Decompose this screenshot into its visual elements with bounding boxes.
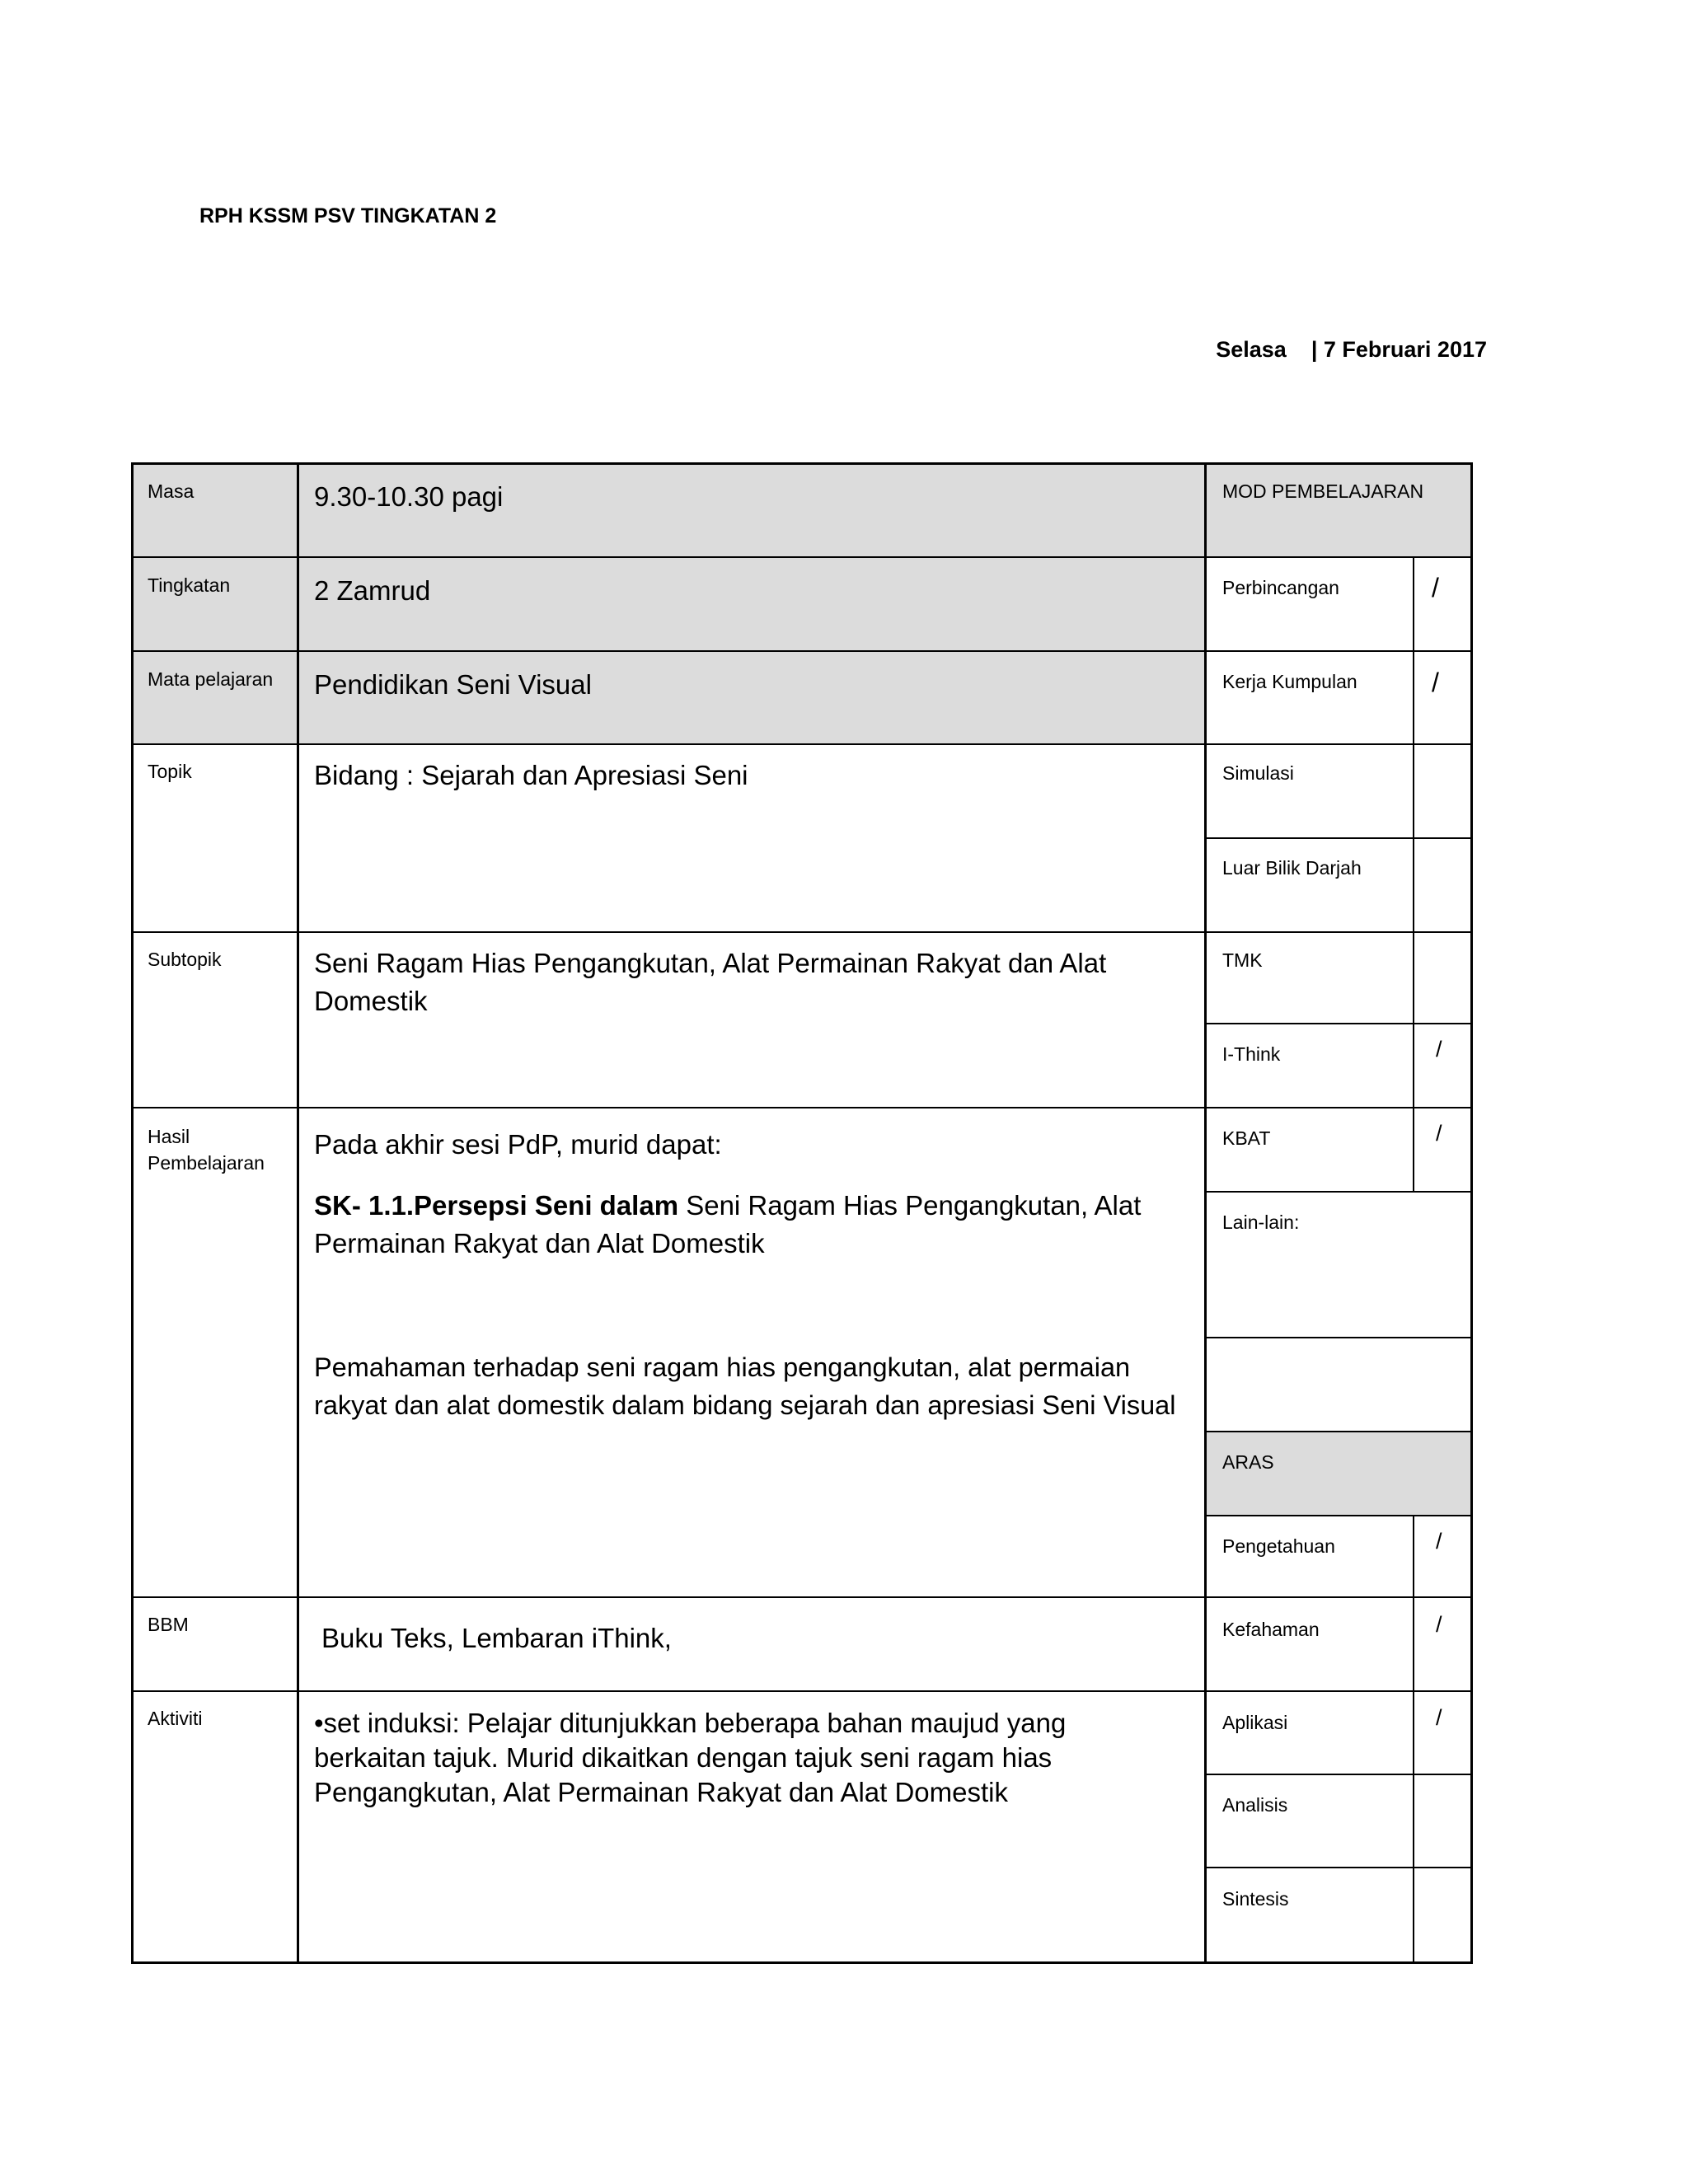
- mod-row-line: [1205, 1515, 1472, 1516]
- aras-item-mark: /: [1436, 1529, 1442, 1554]
- aras-item-label: Aplikasi: [1222, 1712, 1288, 1733]
- lain-lain-label: Lain-lain:: [1222, 1212, 1300, 1233]
- mod-row-line: [1205, 1867, 1472, 1868]
- subtopik-value: Seni Ragam Hias Pengangkutan, Alat Permainan Rakyat dan Alat Domestik: [314, 948, 1107, 1016]
- document-title: RPH KSSM PSV TINGKATAN 2: [199, 204, 497, 227]
- border-left: [131, 462, 134, 1964]
- row-line: [132, 650, 1205, 652]
- row-line: [132, 556, 1205, 558]
- mod-row-line: [1205, 743, 1472, 745]
- masa-label: Masa: [148, 480, 195, 502]
- aras-item-label: Kefahaman: [1222, 1619, 1320, 1640]
- hasil-pembelajaran-label: Hasil Pembelajaran: [148, 1126, 265, 1174]
- border-right: [1470, 462, 1473, 1964]
- mod-row-line: [1205, 1596, 1472, 1598]
- topik-value: Bidang : Sejarah dan Apresiasi Seni: [314, 760, 748, 790]
- border-top: [132, 462, 1472, 465]
- mod-item-label: Simulasi: [1222, 762, 1294, 784]
- border-bottom: [132, 1961, 1472, 1964]
- mark-column-divider: [1413, 557, 1414, 1191]
- mark-column-divider: [1413, 1515, 1414, 1963]
- mod-row-line: [1205, 556, 1472, 558]
- mod-row-line: [1205, 1431, 1472, 1432]
- divider-label-value: [297, 462, 299, 1964]
- mata-pelajaran-value: Pendidikan Seni Visual: [314, 669, 592, 700]
- subtopik-label: Subtopik: [148, 949, 222, 970]
- mod-row-line: [1205, 650, 1472, 652]
- aras-item-mark: /: [1436, 1705, 1442, 1730]
- tingkatan-label: Tingkatan: [148, 574, 231, 596]
- row-line: [132, 743, 1205, 745]
- topik-label: Topik: [148, 761, 192, 782]
- mata-pelajaran-label: Mata pelajaran: [148, 668, 274, 690]
- mod-item-label: Perbincangan: [1222, 577, 1339, 598]
- mata-pelajaran-label-cell: [132, 651, 298, 744]
- mod-item-label: Luar Bilik Darjah: [1222, 857, 1362, 879]
- mod-row-line: [1205, 931, 1472, 933]
- mod-row-line: [1205, 1774, 1472, 1775]
- aras-item-label: Analisis: [1222, 1794, 1288, 1816]
- aras-heading: ARAS: [1222, 1451, 1274, 1473]
- hasil-detail: Pemahaman terhadap seni ragam hias pengangkutan, alat permaian rakyat dan alat domestik dalam bidang sejarah dan apresiasi Seni Visual: [314, 1352, 1176, 1420]
- mod-item-mark: /: [1432, 668, 1439, 697]
- divider-value-mod: [1204, 462, 1207, 1964]
- mod-item-label: I-Think: [1222, 1043, 1281, 1065]
- aras-item-label: Sintesis: [1222, 1888, 1289, 1910]
- mod-row-line: [1205, 1023, 1472, 1024]
- mod-item-mark: /: [1432, 573, 1439, 602]
- mod-row-line: [1205, 837, 1472, 839]
- hasil-sk-rest: Seni Ragam Hias Pengangkutan, Alat Permainan Rakyat dan Alat Domestik: [314, 1190, 1142, 1258]
- row-line: [132, 1596, 1205, 1598]
- bbm-value: Buku Teks, Lembaran iThink,: [321, 1623, 672, 1653]
- mod-item-label: TMK: [1222, 949, 1263, 971]
- mod-row-line: [1205, 1337, 1472, 1338]
- document-date: Selasa | 7 Februari 2017: [1216, 337, 1487, 362]
- aras-item-mark: /: [1436, 1612, 1442, 1637]
- mod-row-line: [1205, 1191, 1472, 1193]
- aktiviti-value: •set induksi: Pelajar ditunjukkan beberapa bahan maujud yang berkaitan tajuk. Murid dikaitkan dengan tajuk seni ragam hias Pengangkutan, Alat Permainan Rakyat dan Alat Domestik: [314, 1708, 1067, 1807]
- mod-heading: MOD PEMBELAJARAN: [1222, 480, 1424, 502]
- mod-item-mark: /: [1436, 1121, 1442, 1146]
- aktiviti-label: Aktiviti: [148, 1708, 203, 1729]
- row-line: [132, 1690, 1205, 1692]
- hasil-sk-bold: SK- 1.1.Persepsi Seni dalam: [314, 1190, 679, 1221]
- mod-item-label: KBAT: [1222, 1127, 1271, 1149]
- row-line: [132, 931, 1205, 933]
- hasil-sk: [314, 1187, 1155, 1263]
- mod-item-mark: /: [1436, 1037, 1442, 1062]
- mod-row-line: [1205, 1690, 1472, 1692]
- masa-value: 9.30-10.30 pagi: [314, 481, 504, 512]
- row-line: [132, 1107, 1205, 1108]
- bbm-label: BBM: [148, 1614, 189, 1635]
- mod-item-label: Kerja Kumpulan: [1222, 671, 1357, 692]
- hasil-intro: Pada akhir sesi PdP, murid dapat:: [314, 1129, 722, 1160]
- mod-row-line: [1205, 1107, 1472, 1108]
- tingkatan-value: 2 Zamrud: [314, 575, 431, 606]
- tingkatan-value-cell: [298, 557, 1205, 651]
- aras-item-label: Pengetahuan: [1222, 1535, 1335, 1557]
